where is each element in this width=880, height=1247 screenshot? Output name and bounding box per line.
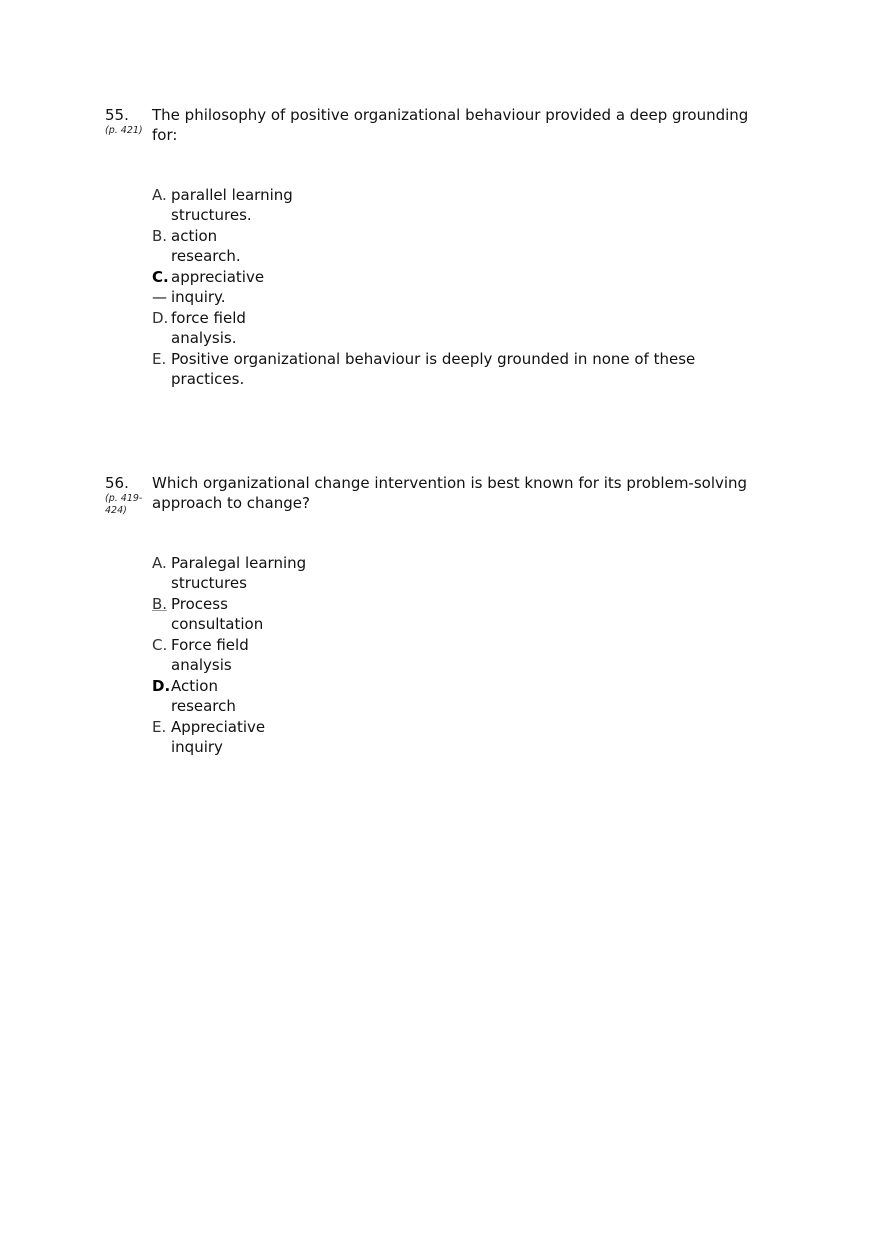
option-letter: A. bbox=[152, 554, 167, 572]
option-text: action research. bbox=[171, 227, 241, 265]
option-b bbox=[152, 594, 765, 634]
option-text: Force field analysis bbox=[171, 636, 249, 674]
option-a bbox=[152, 185, 765, 225]
option-letter: B. bbox=[152, 227, 168, 245]
option-text: Positive organizational behaviour is deeply grounded in none of these practices. bbox=[171, 350, 696, 388]
option-a bbox=[152, 553, 765, 593]
option-e bbox=[152, 717, 765, 757]
option-e bbox=[152, 349, 765, 389]
option-text: Process consultation bbox=[171, 595, 264, 633]
page-reference: (p. 421) bbox=[105, 125, 143, 136]
option-letter: C. bbox=[152, 636, 168, 654]
option-letter: B. bbox=[152, 595, 168, 613]
option-d-correct bbox=[152, 676, 765, 716]
answer-options bbox=[152, 185, 765, 389]
question-55 bbox=[105, 105, 765, 390]
option-letter: D. bbox=[152, 677, 171, 695]
option-letter: E. bbox=[152, 350, 167, 368]
option-b bbox=[152, 226, 765, 266]
option-text: force field analysis. bbox=[171, 309, 246, 347]
option-text: Appreciative inquiry bbox=[171, 718, 266, 756]
question-56 bbox=[105, 473, 765, 758]
question-text: The philosophy of positive organizational behaviour provided a deep grounding for: bbox=[152, 106, 749, 144]
option-text: parallel learning structures. bbox=[171, 186, 293, 224]
option-letter: E. bbox=[152, 718, 167, 736]
option-letter: D. bbox=[152, 309, 169, 327]
option-c bbox=[152, 635, 765, 675]
answer-marker: — bbox=[152, 288, 167, 306]
option-d bbox=[152, 308, 765, 348]
page-reference: (p. 419- 424) bbox=[105, 493, 143, 516]
question-number: 55. bbox=[105, 106, 129, 124]
option-c-correct bbox=[152, 267, 765, 307]
option-text: Paralegal learning structures bbox=[171, 554, 307, 592]
question-number: 56. bbox=[105, 474, 129, 492]
answer-options bbox=[152, 553, 765, 757]
option-letter: C. bbox=[152, 268, 169, 286]
option-text: appreciative inquiry. bbox=[171, 268, 265, 306]
option-text: Action research bbox=[171, 677, 236, 715]
option-letter: A. bbox=[152, 186, 167, 204]
question-text: Which organizational change intervention is best known for its problem-solving approach to change? bbox=[152, 474, 748, 512]
